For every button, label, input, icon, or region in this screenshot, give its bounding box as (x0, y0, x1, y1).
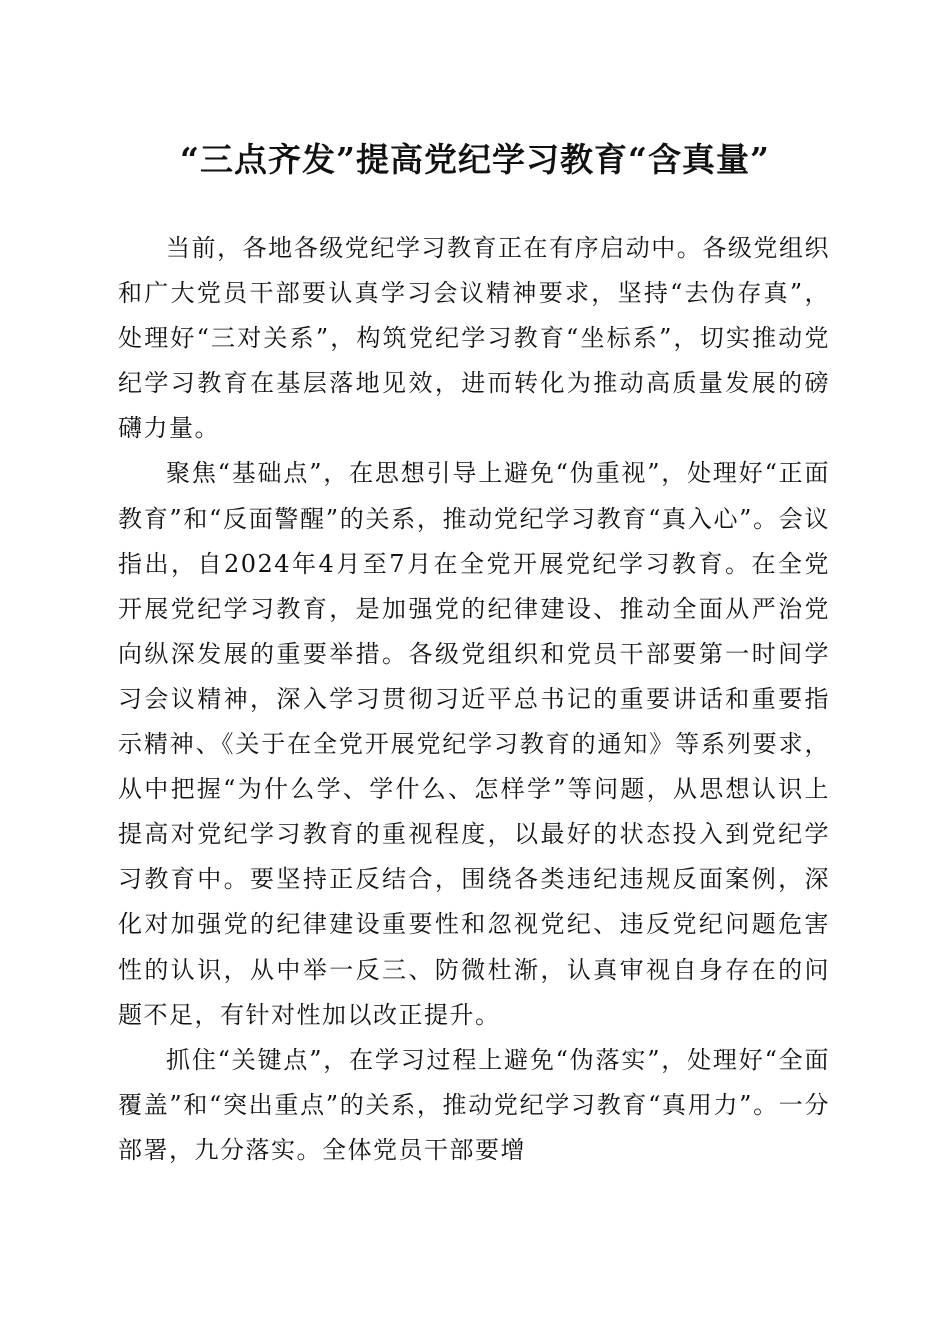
document-title: “三点齐发”提高党纪学习教育“含真量” (180, 140, 770, 179)
paragraph-foundation-point: 聚焦“基础点”，在思想引导上避免“伪重视”，处理好“正面教育”和“反面警醒”的关系，推动党纪学习教育“真入心”。会议指出，自2024年4月至7月在全党开展党纪学习教育。在全党开展党纪学习教育，是加强党的纪律建设、推动全面从严治党向纵深发展的重要举措。各级党组织和党员干部要第一时间学习会议精神，深入学习贯彻习近平总书记的重要讲话和重要指示精神、《关于在全党开展党纪学习教育的通知》等系列要求，从中把握“为什么学、学什么、怎样学”等问题，从思想认识上提高对党纪学习教育的重视程度，以最好的状态投入到党纪学习教育中。要坚持正反结合，围绕各类违纪违规反面案例，深化对加强党的纪律建设重要性和忽视党纪、违反党纪问题危害性的认识，从中举一反三、防微杜渐，认真审视自身存在的问题不足，有针对性加以改正提升。 (118, 459, 830, 1029)
document-body (118, 226, 830, 1173)
paragraph-intro: 当前，各地各级党纪学习教育正在有序启动中。各级党组织和广大党员干部要认真学习会议精神要求，坚持“去伪存真”，处理好“三对关系”，构筑党纪学习教育“坐标系”，切实推动党纪学习教育在基层落地见效，进而转化为推动高质量发展的磅礴力量。 (118, 234, 830, 443)
paragraph-key-point: 抓住“关键点”，在学习过程上避免“伪落实”，处理好“全面覆盖”和“突出重点”的关系，推动党纪学习教育“真用力”。一分部署，九分落实。全体党员干部要增 (118, 1045, 830, 1164)
